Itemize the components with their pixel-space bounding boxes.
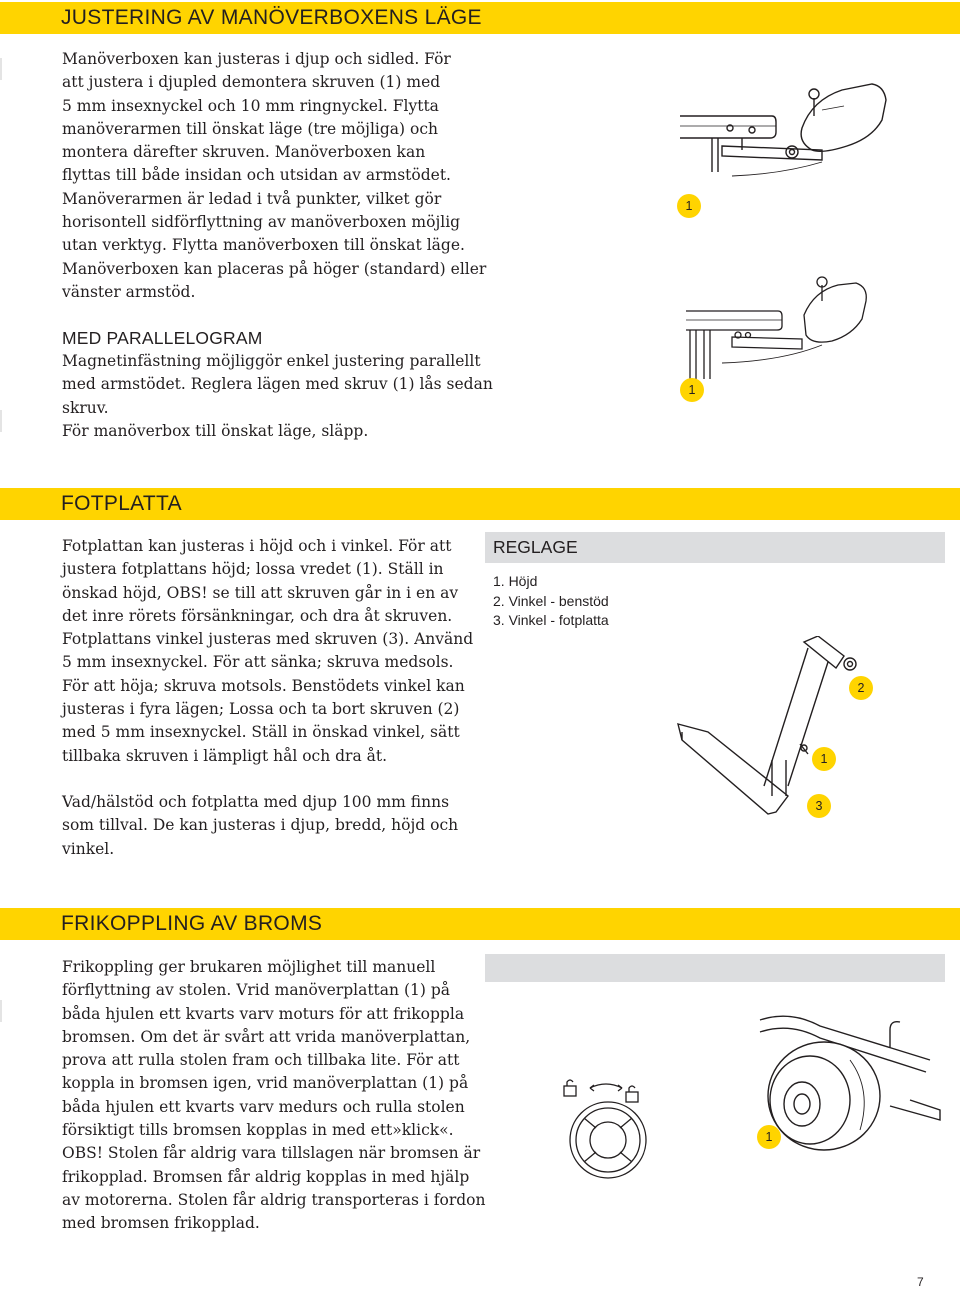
parallel-heading: MED PARALLELOGRAM: [62, 328, 263, 348]
text-line: OBS! Stolen får aldrig vara tillslagen när bromsen är: [62, 1144, 481, 1163]
text-line: med bromsen frikopplad.: [62, 1214, 260, 1233]
text-line: skruv.: [62, 398, 109, 417]
edge-mark: [0, 58, 2, 80]
text-line: båda hjulen ett kvarts varv medurs och rulla stolen: [62, 1097, 465, 1116]
section-header-fotplatta: [0, 488, 960, 520]
reglage-title: REGLAGE: [493, 537, 578, 557]
section-title: FRIKOPPLING AV BROMS: [61, 912, 323, 935]
reglage-header: [485, 532, 945, 563]
brake-dial-illustration: [560, 1078, 670, 1188]
text-line: horisontell sidförflyttning av manöverboxen möjlig: [62, 213, 461, 232]
text-line: Magnetinfästning möjliggör enkel justering parallellt: [62, 352, 481, 370]
text-line: flyttas till både insidan och utsidan av armstödet.: [62, 166, 451, 185]
frikoppling-body: [62, 956, 485, 1236]
callout-2: 2: [849, 676, 873, 700]
text-line: Frikoppling ger brukaren möjlighet till manuell: [62, 958, 436, 976]
text-line: utan verktyg. Flytta manöverboxen till önskat läge.: [62, 236, 465, 255]
text-line: 5 mm insexnyckel och 10 mm ringnyckel. Flytta: [62, 96, 439, 115]
text-line: justera fotplattans höjd; lossa vredet (1). Ställ in: [62, 560, 444, 579]
text-line: bromsen. Om det är svårt att vrida manöverplattan,: [62, 1027, 471, 1046]
justering-body: [62, 48, 486, 304]
section-header-frikoppling: [0, 908, 960, 940]
text-line: med 5 mm insexnyckel. Ställ in önskad vinkel, sätt: [62, 723, 460, 742]
text-line: Manöverboxen kan placeras på höger (standard) eller: [62, 259, 487, 278]
section-title: FOTPLATTA: [61, 492, 182, 515]
edge-mark: [0, 1000, 2, 1022]
text-line: Fotplattan kan justeras i höjd och i vinkel. För att: [62, 537, 452, 555]
callout-3: 3: [807, 794, 831, 818]
text-line: båda hjulen ett kvarts varv moturs för att frikoppla: [62, 1004, 465, 1023]
text-line: För manöverbox till önskat läge, släpp.: [62, 421, 369, 440]
text-line: koppla in bromsen igen, vrid manöverplattan (1) på: [62, 1074, 469, 1093]
text-line: prova att rulla stolen fram och tillbaka lite. För att: [62, 1051, 460, 1070]
section-header-justering: [0, 2, 960, 34]
text-line: önskad höjd, OBS! se till att skruven går in i en av: [62, 583, 459, 602]
text-line: Manöverboxen kan justeras i djup och sidled. För: [62, 50, 451, 68]
text-line: Vad/hälstöd och fotplatta med djup 100 mm finns: [62, 793, 450, 811]
fotplatta-body: [62, 535, 473, 768]
text-line: manöverarmen till önskat läge (tre möjliga) och: [62, 119, 438, 138]
parallelogram-illustration: [682, 275, 882, 385]
text-line: som tillval. De kan justeras i djup, bredd, höjd och: [62, 816, 459, 835]
text-line: förflyttning av stolen. Vrid manöverplattan (1) på: [62, 981, 450, 1000]
text-line: justeras i fyra lägen; Lossa och ta bort skruven (2): [62, 700, 460, 719]
callout-1: 1: [757, 1125, 781, 1149]
page-number: 7: [917, 1275, 924, 1289]
text-line: av motorerna. Stolen får aldrig transporteras i fordon: [62, 1190, 486, 1209]
text-line: det inre rörets försänkningar, och dra åt skruven.: [62, 606, 453, 625]
parallel-body: [62, 350, 493, 443]
reglage-item: 3. Vinkel - fotplatta: [493, 612, 609, 628]
text-line: Manöverarmen är ledad i två punkter, vilket gör: [62, 189, 442, 208]
text-line: Fotplattans vinkel justeras med skruven (3). Använd: [62, 630, 474, 649]
reglage-item: 2. Vinkel - benstöd: [493, 592, 609, 609]
joystick-arm-illustration: [672, 80, 932, 200]
callout-1: 1: [677, 194, 701, 218]
text-line: frikopplad. Bromsen får aldrig kopplas in med hjälp: [62, 1167, 470, 1186]
text-line: För att höja; skruva motsols. Benstödets vinkel kan: [62, 676, 465, 695]
section-title: JUSTERING AV MANÖVERBOXENS LÄGE: [61, 6, 482, 29]
callout-1: 1: [812, 747, 836, 771]
text-line: vänster armstöd.: [62, 282, 196, 301]
fotplatta-extra: [62, 791, 458, 861]
text-line: montera därefter skruven. Manöverboxen kan: [62, 143, 426, 162]
text-line: försiktigt tills bromsen kopplas in med ett»klick«.: [62, 1121, 454, 1140]
text-line: 5 mm insexnyckel. För att sänka; skruva medsols.: [62, 653, 454, 672]
callout-1: 1: [680, 378, 704, 402]
text-line: med armstödet. Reglera lägen med skruv (1) lås sedan: [62, 375, 493, 394]
text-line: tillbaka skruven i lämpligt hål och dra åt.: [62, 746, 388, 765]
footrest-illustration: [668, 636, 868, 826]
text-line: att justera i djupled demontera skruven (1) med: [62, 73, 441, 92]
reglage-list: [493, 572, 609, 631]
reglage-item: 1. Höjd: [493, 573, 538, 589]
text-line: vinkel.: [62, 839, 115, 858]
edge-mark: [0, 410, 2, 432]
frikoppling-grey-bar: [485, 954, 945, 982]
